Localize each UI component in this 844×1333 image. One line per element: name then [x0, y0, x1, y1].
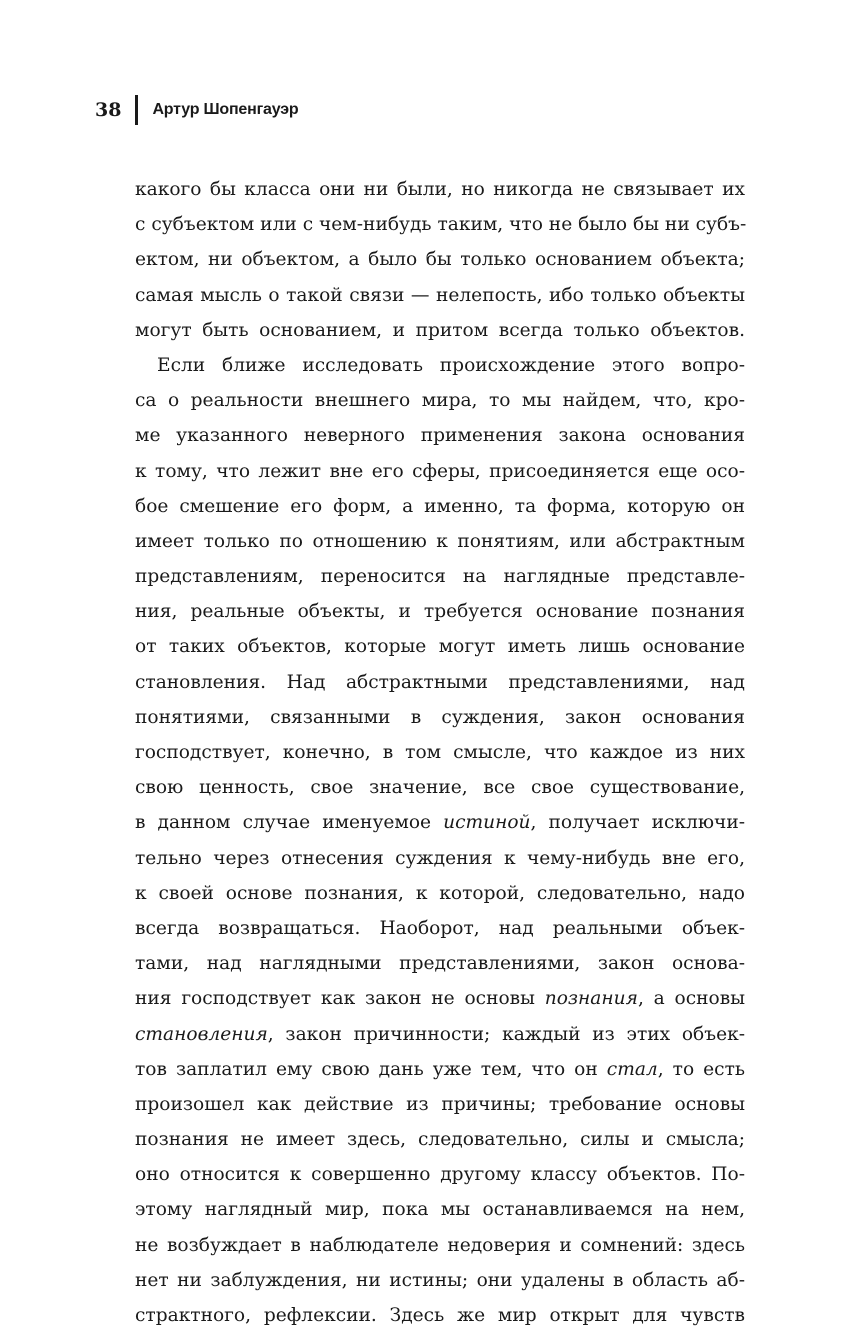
text-segment: ме указанного неверного применения закона основания [135, 425, 745, 447]
running-header [95, 96, 298, 124]
text-segment: с субъектом или с чем-нибудь таким, что не было бы ни субъ- [135, 214, 747, 236]
text-line [135, 629, 745, 664]
text-segment: бое смешение его форм, а именно, та форма, которую он [135, 495, 745, 517]
text-line [135, 981, 745, 1016]
text-line [135, 911, 745, 946]
text-segment: к своей основе познания, к которой, следовательно, надо [135, 882, 745, 904]
text-line [135, 1157, 745, 1192]
text-segment: понятиями, связанными в суждения, закон основания [135, 706, 745, 728]
text-segment: какого бы класса они ни были, но никогда не связывает их [135, 179, 745, 200]
text-segment: оно относится к совершенно другому классу объектов. По- [135, 1164, 745, 1186]
italic-term: познания [544, 988, 638, 1010]
text-segment: могут быть основанием, и притом всегда только объектов. [135, 319, 745, 341]
italic-term: становления [135, 1023, 268, 1045]
text-line [135, 207, 745, 242]
text-segment: страктного, рефлексии. Здесь же мир открыт для чувств [135, 1305, 745, 1326]
text-segment: самая мысль о такой связи — нелепость, ибо только объекты [135, 284, 745, 306]
text-segment: ния господствует как закон не основы [135, 988, 545, 1010]
text-line [135, 841, 745, 876]
text-segment: становления. Над абстрактными представлениями, над [135, 671, 745, 693]
text-line [135, 700, 745, 735]
text-segment: имеет только по отношению к понятиям, или абстрактным [135, 530, 745, 552]
text-line [135, 1017, 745, 1052]
text-segment: познания не имеет здесь, следовательно, силы и смысла; [135, 1129, 745, 1151]
text-line [135, 1263, 745, 1298]
text-segment: тов заплатил ему свою дань уже тем, что он [135, 1058, 607, 1080]
text-line [135, 242, 745, 277]
text-line [135, 1087, 745, 1122]
text-line [135, 1122, 745, 1157]
text-line [135, 1228, 745, 1263]
text-segment: , а основы [637, 988, 746, 1010]
body-text [135, 172, 745, 1333]
text-segment: , то есть [657, 1058, 745, 1080]
text-segment: Если ближе исследовать происхождение этого вопро- [157, 354, 745, 376]
text-segment: к тому, что лежит вне его сферы, присоединяется еще осо- [135, 460, 745, 482]
text-line [135, 1298, 745, 1333]
text-segment: са о реальности внешнего мира, то мы найдем, что, кро- [135, 390, 745, 412]
text-segment: всегда возвращаться. Наоборот, над реальными объек- [135, 917, 745, 939]
text-line [135, 735, 745, 770]
text-segment: , получает исключи- [530, 812, 745, 834]
text-line [135, 489, 745, 524]
text-line [135, 278, 745, 313]
text-line [135, 418, 745, 453]
text-line [135, 1052, 745, 1087]
text-line [135, 805, 745, 840]
text-line [135, 665, 745, 700]
text-line [135, 946, 745, 981]
text-segment: ния, реальные объекты, и требуется основание познания [135, 601, 745, 623]
text-line [135, 876, 745, 911]
text-segment: нет ни заблуждения, ни истины; они удалены в область аб- [135, 1269, 745, 1291]
text-line [135, 348, 745, 383]
text-segment: от таких объектов, которые могут иметь лишь основание [135, 636, 745, 658]
text-segment: произошел как действие из причины; требование основы [135, 1093, 745, 1115]
page-number: 38 [95, 99, 122, 121]
text-segment: не возбуждает в наблюдателе недоверия и сомнений: здесь [135, 1234, 745, 1256]
text-segment: в данном случае именуемое [135, 812, 444, 834]
text-segment: тами, над наглядными представлениями, закон основа- [135, 953, 745, 975]
running-title-author: Артур Шопенгауэр [152, 101, 299, 118]
text-segment: свою ценность, свое значение, все свое существование, [135, 777, 745, 799]
text-line [135, 559, 745, 594]
text-segment: господствует, конечно, в том смысле, что каждое из них [135, 742, 745, 763]
text-line [135, 770, 745, 805]
italic-term: стал [606, 1058, 658, 1080]
italic-term: истиной [443, 812, 531, 834]
text-segment: тельно через отнесения суждения к чему-нибудь вне его, [135, 847, 745, 869]
text-segment: этому наглядный мир, пока мы останавливаемся на нем, [135, 1199, 745, 1221]
text-line [135, 594, 745, 629]
text-line [135, 313, 745, 348]
text-segment: ектом, ни объектом, а было бы только основанием объекта; [135, 249, 745, 271]
text-line [135, 172, 745, 207]
text-line [135, 454, 745, 489]
text-segment: представлениям, переносится на наглядные представле- [135, 566, 745, 588]
text-line [135, 1192, 745, 1227]
header-divider [135, 95, 138, 125]
text-line [135, 383, 745, 418]
text-line [135, 524, 745, 559]
text-segment: , закон причинности; каждый из этих объек- [267, 1023, 745, 1045]
